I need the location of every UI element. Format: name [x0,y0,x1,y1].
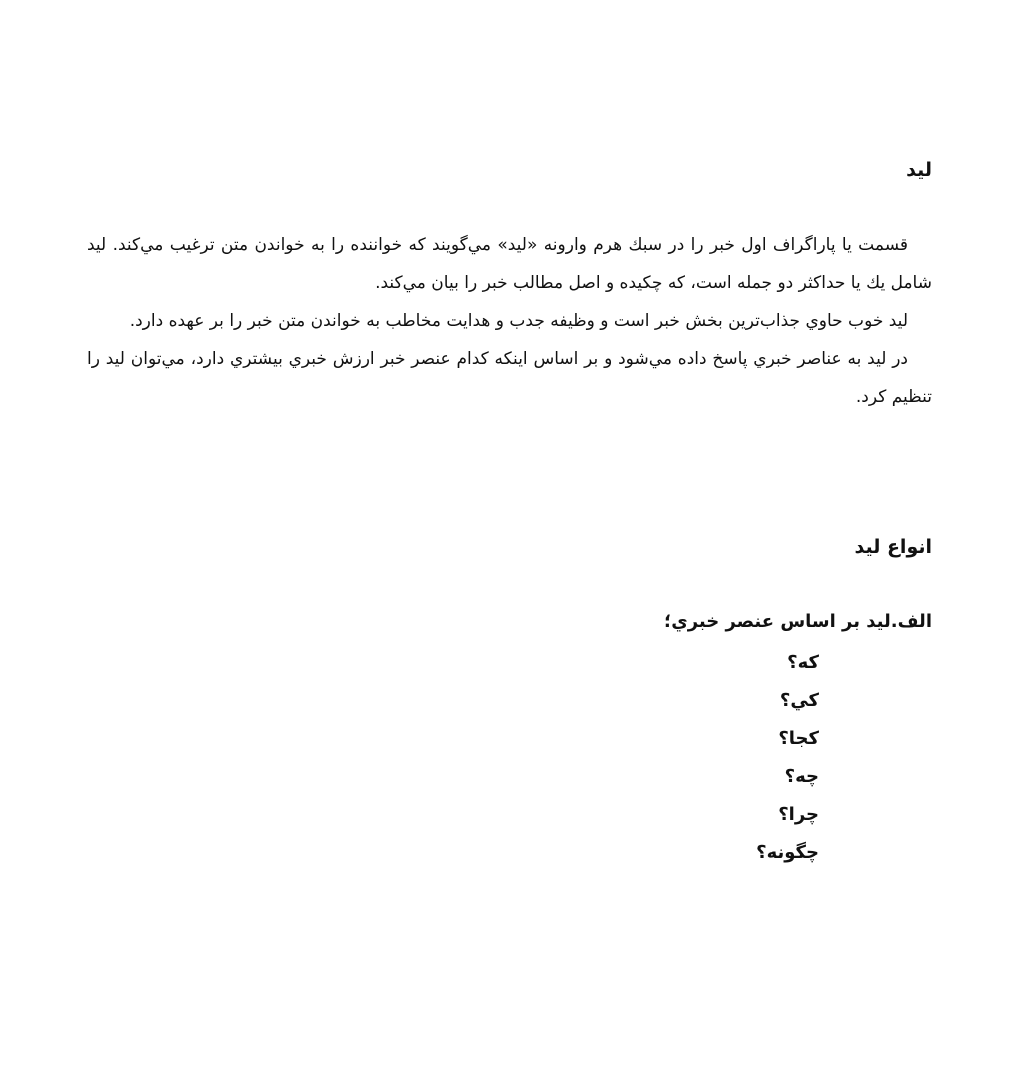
intro-text [87,226,932,416]
question-item: چرا؟ [778,804,819,825]
question-item: چه؟ [784,766,819,787]
question-item: چگونه؟ [756,842,819,863]
paragraph-3: در لید به عناصر خبري پاسخ داده مي‌شود و بر اساس اينكه كدام عنصر خبر ارزش خبري بيشتري دارد، مي‌توان لید را تنظيم كرد. [87,349,932,407]
question-item: كه؟ [787,652,819,673]
paragraph-1: قسمت یا پاراگراف اول خبر را در سبك هرم وارونه «لید» مي‌گويند كه خواننده را به خواندن متن ترغيب مي‌كند. لید شامل يك يا حداكثر دو جمله است، كه چكيده و اصل مطالب خبر را بيان مي‌كند. [87,235,932,293]
subsection-title: الف.لید بر اساس عنصر خبري؛ [664,611,932,632]
question-item: كجا؟ [778,728,819,749]
question-item: كي؟ [779,690,819,711]
document-title: لید [906,159,932,181]
section-title: انواع لید [854,536,932,558]
question-list [756,644,819,872]
paragraph-2: لید خوب حاوي جذاب‌ترين بخش خبر است و وظيفه جدب و هدايت مخاطب به خواندن متن خبر را بر عهده دارد. [129,311,908,331]
